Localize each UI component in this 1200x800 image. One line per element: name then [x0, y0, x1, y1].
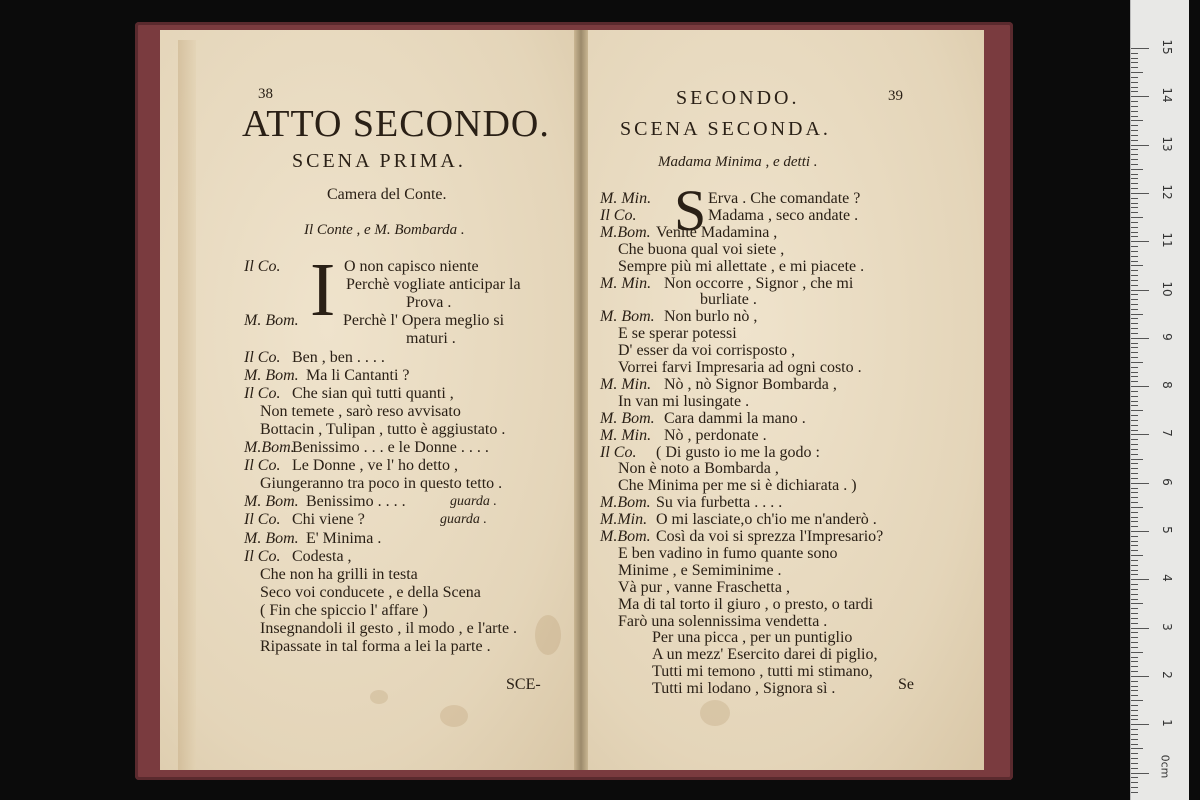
- verse-line: Nò , nò Signor Bombarda ,: [664, 375, 837, 393]
- ruler-number: 11: [1160, 232, 1174, 248]
- verse-line: A un mezz' Esercito darei di piglio,: [652, 646, 878, 664]
- ruler-tick: [1131, 323, 1138, 324]
- verse-line: burliate .: [700, 291, 757, 309]
- ruler-number: 12: [1160, 184, 1174, 200]
- ruler-tick: [1131, 183, 1138, 184]
- ruler-tick: [1131, 574, 1138, 575]
- ruler-tick: [1131, 768, 1138, 769]
- ruler-tick: [1131, 512, 1138, 513]
- ruler-tick: [1131, 705, 1138, 706]
- ruler-tick: [1131, 439, 1138, 440]
- verse-line: E se sperar potessi: [618, 325, 737, 343]
- ruler-tick: [1131, 719, 1138, 720]
- ruler-tick: [1131, 299, 1138, 300]
- ruler-tick: [1131, 444, 1138, 445]
- ruler-tick: [1131, 550, 1138, 551]
- ruler-tick: [1131, 294, 1138, 295]
- ruler-tick: [1131, 77, 1138, 78]
- ruler-number: 6: [1160, 477, 1174, 486]
- speaker-label: M. Min.: [600, 426, 652, 444]
- ruler-tick: [1131, 739, 1138, 740]
- ruler-tick: [1131, 372, 1138, 373]
- ruler-tick: [1131, 193, 1149, 194]
- right-drop-cap: S: [674, 178, 707, 243]
- ruler-unit: 0cm: [1158, 754, 1172, 779]
- ruler-tick: [1131, 613, 1138, 614]
- ruler-tick: [1131, 203, 1138, 204]
- ruler-tick: [1131, 328, 1138, 329]
- ruler-tick: [1131, 58, 1138, 59]
- ruler-tick: [1131, 792, 1138, 793]
- verse-line: Insegnandoli il gesto , il modo , e l'arte .: [260, 620, 518, 637]
- ruler-tick: [1131, 130, 1138, 131]
- ruler-tick: [1131, 290, 1149, 291]
- verse-line: In van mi lusingate .: [618, 392, 750, 410]
- ruler-tick: [1131, 507, 1143, 508]
- ruler-tick: [1131, 777, 1138, 778]
- ruler-tick: [1131, 352, 1138, 353]
- verse-line: Che non ha grilli in testa: [260, 565, 418, 583]
- ruler-tick: [1131, 149, 1138, 150]
- ruler-tick: [1131, 526, 1138, 527]
- ruler-tick: [1131, 111, 1138, 112]
- ruler-tick: [1131, 275, 1138, 276]
- stain: [370, 690, 388, 704]
- ruler-tick: [1131, 763, 1138, 764]
- verse-line: Ripassate in tal forma a lei la parte .: [260, 638, 491, 656]
- ruler-number: 13: [1160, 135, 1174, 152]
- speaker-label: M. Bom.: [600, 409, 655, 427]
- ruler-tick: [1131, 318, 1138, 319]
- ruler-tick: [1131, 599, 1138, 600]
- ruler-tick: [1131, 314, 1143, 315]
- verse-line: Vorrei farvi Impresaria ad ogni costo .: [618, 359, 862, 376]
- ruler-number: 3: [1160, 622, 1174, 631]
- verse-line: Perchè vogliate anticipar la: [346, 276, 521, 294]
- verse-line: Sempre più mi allettate , e mi piacete .: [618, 257, 865, 275]
- speaker-label: Il Co.: [244, 547, 281, 565]
- speaker-label: Il Co.: [244, 384, 281, 402]
- ruler-number: 2: [1160, 671, 1174, 679]
- measuring-ruler: [1130, 0, 1189, 800]
- ruler-tick: [1131, 748, 1143, 749]
- verse-line: Che Minima per me si è dichiarata . ): [618, 477, 857, 495]
- verse-line: Ma li Cantanti ?: [306, 366, 410, 384]
- verse-line: Venite Madamina ,: [656, 223, 778, 241]
- stain: [535, 615, 561, 655]
- ruler-tick: [1131, 232, 1138, 233]
- ruler-tick: [1131, 386, 1149, 387]
- verse-line: Che sian quì tutti quanti ,: [292, 384, 454, 402]
- ruler-tick: [1131, 449, 1138, 450]
- verse-line: Tutti mi temono , tutti mi stimano,: [652, 663, 873, 681]
- ruler-tick: [1131, 603, 1143, 604]
- ruler-tick: [1131, 212, 1138, 213]
- ruler-tick: [1131, 304, 1138, 305]
- speaker-label: M. Bom.: [244, 312, 299, 330]
- ruler-tick: [1131, 48, 1149, 49]
- ruler-tick: [1131, 724, 1149, 725]
- ruler-tick: [1131, 753, 1138, 754]
- ruler-tick: [1131, 270, 1138, 271]
- ruler-tick: [1131, 376, 1138, 377]
- ruler-tick: [1131, 729, 1138, 730]
- verse-line: Giungeranno tra poco in questo tetto .: [260, 475, 503, 493]
- act-title: ATTO SECONDO.: [242, 103, 550, 145]
- ruler-tick: [1131, 734, 1138, 735]
- speaker-label: Il Co.: [244, 258, 281, 275]
- verse-line: Tutti mi lodano , Signora sì .: [652, 680, 836, 698]
- verse-line: Ben , ben . . . .: [292, 348, 385, 366]
- verse-line: Codesta ,: [292, 547, 352, 565]
- ruler-number: 5: [1160, 526, 1174, 534]
- ruler-tick: [1131, 217, 1143, 218]
- ruler-number: 7: [1160, 429, 1174, 438]
- speaker-label: Il Co.: [600, 443, 637, 461]
- speaker-label: Il Co.: [244, 457, 281, 475]
- ruler-tick: [1131, 459, 1143, 460]
- book-gutter: [574, 30, 588, 770]
- ruler-number: 1: [1160, 719, 1174, 727]
- ruler-tick: [1131, 145, 1149, 146]
- ruler-tick: [1131, 710, 1138, 711]
- ruler-number: 15: [1160, 39, 1174, 55]
- ruler-tick: [1131, 96, 1149, 97]
- verse-line: Prova .: [406, 294, 452, 312]
- verse-line: Che buona qual voi siete ,: [618, 240, 785, 258]
- right-page-number: 39: [888, 88, 903, 104]
- ruler-tick: [1131, 265, 1143, 266]
- ruler-tick: [1131, 536, 1138, 537]
- ruler-tick: [1131, 285, 1138, 286]
- ruler-tick: [1131, 62, 1138, 63]
- ruler-tick: [1131, 700, 1143, 701]
- ruler-tick: [1131, 594, 1138, 595]
- ruler-tick: [1131, 454, 1138, 455]
- ruler-tick: [1131, 497, 1138, 498]
- verse-line: Perchè l' Opera meglio si: [343, 312, 505, 330]
- ruler-tick: [1131, 690, 1138, 691]
- setting: Camera del Conte.: [327, 186, 447, 203]
- verse-line: Non burlo nò ,: [664, 308, 758, 326]
- ruler-tick: [1131, 415, 1138, 416]
- speaker-label: M. Bom.: [244, 366, 299, 384]
- ruler-tick: [1131, 135, 1138, 136]
- ruler-tick: [1131, 227, 1138, 228]
- verse-line: Erva . Che comandate ?: [708, 190, 861, 207]
- left-scene-title: SCENA PRIMA.: [292, 150, 466, 172]
- ruler-tick: [1131, 686, 1138, 687]
- verse-line: Benissimo . . . .: [306, 493, 406, 511]
- ruler-tick: [1131, 628, 1149, 629]
- ruler-tick: [1131, 53, 1138, 54]
- ruler-tick: [1131, 82, 1138, 83]
- ruler-tick: [1131, 773, 1149, 774]
- ruler-tick: [1131, 632, 1138, 633]
- speaker-label: M.Min.: [600, 511, 648, 529]
- ruler-tick: [1131, 91, 1138, 92]
- speaker-label: M. Min.: [600, 375, 652, 393]
- ruler-tick: [1131, 787, 1138, 788]
- ruler-tick: [1131, 357, 1138, 358]
- ruler-tick: [1131, 87, 1138, 88]
- ruler-tick: [1131, 256, 1138, 257]
- ruler-tick: [1131, 589, 1138, 590]
- ruler-number: 10: [1160, 280, 1174, 297]
- ruler-tick: [1131, 207, 1138, 208]
- speaker-label: M.Bom.: [244, 439, 295, 456]
- verse-line: Nò , perdonate .: [664, 426, 767, 444]
- ruler-tick: [1131, 280, 1138, 281]
- ruler-tick: [1131, 623, 1138, 624]
- ruler-tick: [1131, 120, 1143, 121]
- left-page-number: 38: [258, 86, 273, 102]
- verse-line: D' esser da voi corrisposto ,: [618, 342, 796, 360]
- ruler-tick: [1131, 222, 1138, 223]
- verse-line: Ma di tal torto il giuro , o presto, o tardi: [618, 595, 874, 613]
- speaker-label: Il Co.: [244, 511, 281, 529]
- ruler-tick: [1131, 241, 1149, 242]
- ruler-tick: [1131, 782, 1138, 783]
- right-characters: Madama Minima , e detti .: [658, 154, 818, 170]
- ruler-tick: [1131, 565, 1138, 566]
- ruler-tick: [1131, 101, 1138, 102]
- ruler-tick: [1131, 347, 1138, 348]
- ruler-tick: [1131, 106, 1138, 107]
- ruler-tick: [1131, 154, 1138, 155]
- ruler-tick: [1131, 396, 1138, 397]
- ruler-tick: [1131, 343, 1138, 344]
- ruler-tick: [1131, 608, 1138, 609]
- verse-line: O non capisco niente: [344, 258, 479, 275]
- ruler-tick: [1131, 367, 1138, 368]
- ruler-tick: [1131, 420, 1138, 421]
- ruler-number: 8: [1160, 381, 1174, 389]
- ruler-tick: [1131, 116, 1138, 117]
- ruler-tick: [1131, 541, 1138, 542]
- ruler-tick: [1131, 391, 1138, 392]
- speaker-label: M.Bom.: [600, 528, 651, 545]
- ruler-tick: [1131, 430, 1138, 431]
- ruler-tick: [1131, 661, 1138, 662]
- ruler-tick: [1131, 473, 1138, 474]
- verse-line: Minime , e Semiminime .: [618, 561, 782, 579]
- ruler-tick: [1131, 560, 1138, 561]
- ruler-tick: [1131, 570, 1138, 571]
- ruler-tick: [1131, 246, 1138, 247]
- speaker-label: M. Min.: [600, 274, 652, 292]
- verse-line: E ben vadino in fumo quante sono: [618, 544, 838, 562]
- ruler-tick: [1131, 67, 1138, 68]
- ruler-tick: [1131, 502, 1138, 503]
- ruler-tick: [1131, 463, 1138, 464]
- verse-line: Non occorre , Signor , che mi: [664, 274, 854, 292]
- ruler-tick: [1131, 174, 1138, 175]
- ruler-tick: [1131, 198, 1138, 199]
- ruler-tick: [1131, 618, 1138, 619]
- ruler-tick: [1131, 72, 1143, 73]
- verse-line: Per una picca , per un puntiglio: [652, 629, 853, 647]
- ruler-tick: [1131, 425, 1138, 426]
- stage-direction: guarda .: [440, 512, 487, 527]
- running-head: SECONDO.: [676, 87, 800, 109]
- stage-direction: guarda .: [450, 494, 497, 509]
- ruler-tick: [1131, 236, 1138, 237]
- ruler-tick: [1131, 178, 1138, 179]
- ruler-tick: [1131, 715, 1138, 716]
- verse-line: Così da voi si sprezza l'Impresario?: [656, 528, 884, 545]
- ruler-tick: [1131, 488, 1138, 489]
- ruler-tick: [1131, 434, 1149, 435]
- left-drop-cap: I: [310, 248, 336, 332]
- ruler-tick: [1131, 251, 1138, 252]
- ruler-tick: [1131, 188, 1138, 189]
- ruler-tick: [1131, 545, 1138, 546]
- ruler-tick: [1131, 333, 1138, 334]
- ruler-tick: [1131, 164, 1138, 165]
- right-scene-title: SCENA SECONDA.: [620, 118, 831, 140]
- ruler-tick: [1131, 579, 1149, 580]
- verse-line: Non è noto a Bombarda ,: [618, 460, 779, 478]
- speaker-label: M. Min.: [600, 190, 652, 207]
- stain: [440, 705, 468, 727]
- verse-line: Farò una solennissima vendetta .: [618, 612, 828, 630]
- ruler-tick: [1131, 468, 1138, 469]
- verse-line: Chi viene ?: [292, 511, 365, 529]
- ruler-tick: [1131, 169, 1143, 170]
- ruler-tick: [1131, 676, 1149, 677]
- ruler-tick: [1131, 681, 1138, 682]
- ruler-number: 4: [1160, 574, 1174, 583]
- verse-line: Madama , seco andate .: [708, 206, 859, 224]
- speaker-label: M. Bom.: [600, 308, 655, 326]
- ruler-tick: [1131, 381, 1138, 382]
- ruler-tick: [1131, 309, 1138, 310]
- right-catchword: Se: [898, 676, 914, 693]
- ruler-tick: [1131, 555, 1143, 556]
- ruler-number: 14: [1160, 87, 1174, 103]
- ruler-tick: [1131, 647, 1138, 648]
- left-characters: Il Conte , e M. Bombarda .: [304, 222, 465, 238]
- ruler-tick: [1131, 521, 1138, 522]
- ruler-tick: [1131, 140, 1138, 141]
- speaker-label: M. Bom.: [244, 529, 299, 547]
- ruler-tick: [1131, 483, 1149, 484]
- verse-line: O mi lasciate,o ch'io me n'anderò .: [656, 511, 877, 529]
- ruler-tick: [1131, 338, 1149, 339]
- ruler-number: 9: [1160, 332, 1174, 341]
- ruler-tick: [1131, 531, 1149, 532]
- ruler-tick: [1131, 637, 1138, 638]
- ruler-tick: [1131, 695, 1138, 696]
- ruler-tick: [1131, 261, 1138, 262]
- verse-line: Benissimo . . . e le Donne . . . .: [292, 439, 489, 456]
- page-edges: [178, 40, 196, 770]
- verse-line: Su via furbetta . . . .: [656, 494, 783, 512]
- verse-line: Non temete , sarò reso avvisato: [260, 402, 461, 420]
- verse-line: Seco voi conducete , e della Scena: [260, 583, 481, 601]
- speaker-label: M.Bom.: [600, 223, 651, 241]
- ruler-tick: [1131, 125, 1138, 126]
- ruler-tick: [1131, 159, 1138, 160]
- ruler-tick: [1131, 666, 1138, 667]
- speaker-label: Il Co.: [600, 206, 637, 224]
- ruler-tick: [1131, 362, 1143, 363]
- verse-line: E' Minima .: [306, 529, 382, 547]
- verse-line: ( Fin che spiccio l' affare ): [260, 601, 428, 619]
- ruler-tick: [1131, 744, 1138, 745]
- ruler-tick: [1131, 652, 1143, 653]
- verse-line: Cara dammi la mano .: [664, 409, 806, 427]
- speaker-label: M.Bom.: [600, 494, 651, 512]
- left-catchword: SCE-: [506, 676, 541, 693]
- ruler-tick: [1131, 657, 1138, 658]
- ruler-tick: [1131, 405, 1138, 406]
- speaker-label: M. Bom.: [244, 493, 299, 511]
- ruler-tick: [1131, 758, 1138, 759]
- ruler-tick: [1131, 401, 1138, 402]
- ruler-tick: [1131, 492, 1138, 493]
- ruler-tick: [1131, 517, 1138, 518]
- ruler-tick: [1131, 478, 1138, 479]
- ruler-tick: [1131, 584, 1138, 585]
- stain: [700, 700, 730, 726]
- verse-line: Và pur , vanne Fraschetta ,: [618, 578, 790, 596]
- ruler-tick: [1131, 671, 1138, 672]
- verse-line: ( Di gusto io me la godo :: [656, 443, 820, 461]
- verse-line: Bottacin , Tulipan , tutto è aggiustato .: [260, 420, 506, 438]
- verse-line: Le Donne , ve l' ho detto ,: [292, 457, 458, 475]
- speaker-label: Il Co.: [244, 348, 281, 366]
- verse-line: maturi .: [406, 330, 456, 348]
- ruler-tick: [1131, 642, 1138, 643]
- ruler-tick: [1131, 410, 1143, 411]
